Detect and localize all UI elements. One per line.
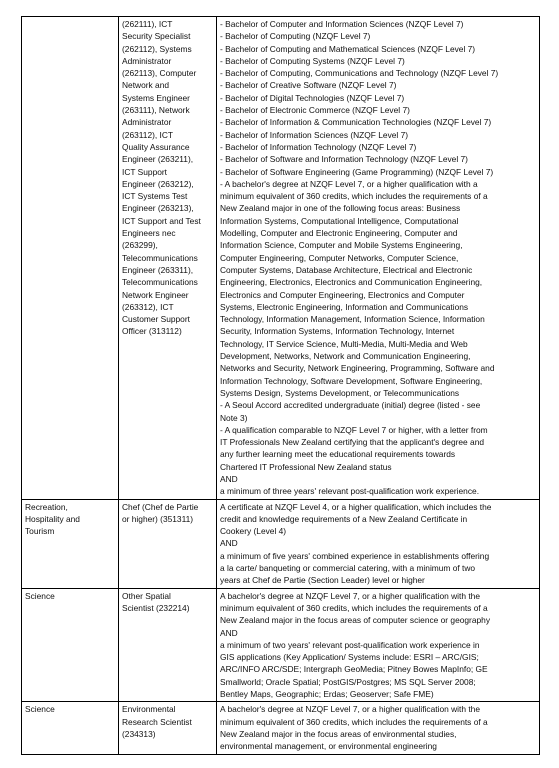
occupation-cell-line: Quality Assurance	[122, 141, 190, 152]
requirements-cell-line: Information Systems, Computational Intelligence, Computational	[220, 215, 459, 226]
occupation-cell	[119, 499, 217, 588]
requirements-cell-line: - Bachelor of Electronic Commerce (NZQF Level 7)	[220, 105, 410, 116]
requirements-cell-line: - Bachelor of Computer and Information Sciences (NZQF Level 7)	[220, 19, 464, 29]
table-row	[22, 17, 540, 500]
requirements-cell-line: Note 3)	[220, 412, 248, 423]
occupation-cell-line: Chef (Chef de Partie	[122, 501, 199, 512]
sector-cell-line: Hospitality and	[25, 513, 80, 524]
occupation-cell-line: ICT Support	[122, 166, 167, 177]
requirements-cell-line: - Bachelor of Information Technology (NZQF Level 7)	[220, 141, 417, 152]
requirements-cell-line: Systems Design, Systems Development, or Telecommunications	[220, 387, 460, 398]
occupation-cell-line: Engineer (263213),	[122, 203, 194, 214]
requirements-cell-line: Information Science, Computer and Mobile Systems Engineering,	[220, 240, 463, 251]
occupation-cell-line: Telecommunications	[122, 277, 198, 288]
table-row	[22, 499, 540, 588]
requirements-cell-line: ARC/INFO ARC/SDE; Intergraph GeoMedia; Pitney Bowes MapInfo; GE	[220, 664, 488, 675]
requirements-cell-line: a la carte/ banqueting or commercial catering, with a minimum of two	[220, 563, 476, 574]
requirements-cell-line: AND	[220, 627, 238, 638]
requirements-cell-line: Computer Systems, Database Architecture, Electrical and Electronic	[220, 264, 473, 275]
requirements-cell-line: a minimum of five years' combined experience in establishments offering	[220, 550, 490, 561]
occupation-cell-line: ICT Support and Test	[122, 215, 201, 226]
sector-cell	[22, 588, 119, 702]
occupation-cell-line: Customer Support	[122, 314, 190, 325]
requirements-cell	[217, 588, 540, 702]
occupation-cell-line: (263111), Network	[122, 105, 190, 116]
requirements-cell-line: New Zealand major in the focus areas of environmental studies,	[220, 728, 457, 739]
requirements-cell-line: Development, Networks, Network and Communication Engineering,	[220, 351, 471, 362]
occupation-cell-line: (262111), ICT	[122, 19, 173, 29]
occupation-cell-line: (263299),	[122, 240, 158, 251]
requirements-cell-line: Modelling, Computer and Electronic Engineering, Computer and	[220, 228, 458, 239]
occupation-cell-line: Officer (313112)	[122, 326, 182, 337]
occupation-cell-line: (234313)	[122, 728, 156, 739]
occupation-cell-line: Telecommunications	[122, 252, 198, 263]
occupation-cell-line: Administrator	[122, 55, 172, 66]
requirements-cell-line: Security, Information Systems, Information Technology, Internet	[220, 326, 455, 337]
requirements-cell-line: credit and knowledge requirements of a New Zealand Certificate in	[220, 513, 468, 524]
requirements-cell-line: Engineering, Electronics, Electronics and Communication Engineering,	[220, 277, 483, 288]
requirements-cell-line: AND	[220, 473, 238, 484]
requirements-table	[21, 16, 540, 755]
requirements-cell-line: New Zealand major in one of the following focus areas: Business	[220, 203, 461, 214]
occupation-cell-line: Administrator	[122, 117, 172, 128]
requirements-cell-line: AND	[220, 538, 238, 549]
requirements-cell-line: - Bachelor of Software Engineering (Game Programming) (NZQF Level 7)	[220, 166, 494, 177]
sector-cell-line: Science	[25, 704, 55, 715]
sector-cell	[22, 17, 119, 500]
requirements-cell-line: Systems, Electronic Engineering, Information and Communications	[220, 301, 469, 312]
requirements-cell-line: Electronics and Computer Engineering, Electronics and Computer	[220, 289, 465, 300]
requirements-cell	[217, 702, 540, 754]
requirements-cell-line: Technology, Information Management, Information Science, Information	[220, 314, 485, 325]
requirements-cell-line: A bachelor's degree at NZQF Level 7, or a higher qualification with the	[220, 704, 480, 715]
occupation-cell-line: Network and	[122, 80, 170, 91]
requirements-cell-line: Smallworld; Oracle Spatial; PostGIS/Postgres; MS SQL Server 2008;	[220, 676, 476, 687]
sector-cell-line: Science	[25, 590, 55, 601]
requirements-cell-line: - Bachelor of Computing (NZQF Level 7)	[220, 31, 371, 42]
requirements-cell-line: any further learning meet the educational requirements towards	[220, 449, 456, 460]
requirements-cell-line: - Bachelor of Computing and Mathematical Sciences (NZQF Level 7)	[220, 43, 476, 54]
requirements-cell-line: - A bachelor's degree at NZQF Level 7, or a higher qualification with a	[220, 178, 478, 189]
table-row	[22, 702, 540, 754]
requirements-cell-line: - Bachelor of Software and Information Technology (NZQF Level 7)	[220, 154, 468, 165]
requirements-cell-line: A bachelor's degree at NZQF Level 7, or a higher qualification with the	[220, 590, 480, 601]
requirements-cell-line: GIS applications (Key Application/ Systems include: ESRI – ARC/GIS;	[220, 652, 479, 663]
requirements-cell-line: Technology, IT Service Science, Multi-Media, Multi-Media and Web	[220, 338, 468, 349]
occupation-cell-line: Engineers nec	[122, 228, 176, 239]
occupation-cell-line: Engineer (263311),	[122, 264, 194, 275]
occupation-cell-line: (262113), Computer	[122, 68, 197, 79]
occupation-cell-line: (263312), ICT	[122, 301, 174, 312]
occupation-cell	[119, 588, 217, 702]
requirements-cell-line: a minimum of three years' relevant post-qualification work experience.	[220, 486, 480, 497]
requirements-cell-line: - Bachelor of Computing, Communications and Technology (NZQF Level 7)	[220, 68, 499, 79]
table-row	[22, 588, 540, 702]
occupation-cell	[119, 17, 217, 500]
requirements-cell-line: Bentley Maps, Geographic; Erdas; Geoserver; Safe FME)	[220, 689, 434, 700]
occupation-cell-line: (262112), Systems	[122, 43, 192, 54]
requirements-cell-line: - Bachelor of Computing Systems (NZQF Level 7)	[220, 55, 405, 66]
occupation-cell-line: Network Engineer	[122, 289, 189, 300]
requirements-cell-line: - Bachelor of Information Sciences (NZQF Level 7)	[220, 129, 409, 140]
requirements-cell-line: Chartered IT Professional New Zealand status	[220, 461, 392, 472]
requirements-cell-line: minimum equivalent of 360 credits, which includes the requirements of a	[220, 602, 488, 613]
requirements-cell-line: years at Chef de Partie (Section Leader) level or higher	[220, 575, 425, 586]
occupation-cell	[119, 702, 217, 754]
occupation-cell-line: or higher) (351311)	[122, 513, 194, 524]
requirements-cell-line: - Bachelor of Digital Technologies (NZQF Level 7)	[220, 92, 405, 103]
sector-cell	[22, 499, 119, 588]
requirements-cell-line: - A qualification comparable to NZQF Level 7 or higher, with a letter from	[220, 424, 488, 435]
requirements-cell-line: A certificate at NZQF Level 4, or a higher qualification, which includes the	[220, 501, 492, 512]
requirements-cell	[217, 499, 540, 588]
requirements-cell-line: New Zealand major in the focus areas of computer science or geography	[220, 615, 491, 626]
requirements-cell-line: - Bachelor of Information & Communication Technologies (NZQF Level 7)	[220, 117, 492, 128]
occupation-cell-line: Scientist (232214)	[122, 602, 190, 613]
occupation-cell-line: Engineer (263212),	[122, 178, 194, 189]
requirements-cell-line: minimum equivalent of 360 credits, which includes the requirements of a	[220, 716, 488, 727]
occupation-cell-line: Research Scientist	[122, 716, 192, 727]
requirements-cell-line: Networks and Security, Network Engineering, Programming, Software and	[220, 363, 495, 374]
requirements-cell-line: - Bachelor of Creative Software (NZQF Level 7)	[220, 80, 397, 91]
occupation-cell-line: Environmental	[122, 704, 176, 715]
occupation-cell-line: (263112), ICT	[122, 129, 174, 140]
occupation-cell-line: ICT Systems Test	[122, 191, 188, 202]
requirements-cell-line: Computer Engineering, Computer Networks, Computer Science,	[220, 252, 459, 263]
occupation-cell-line: Engineer (263211),	[122, 154, 194, 165]
occupation-cell-line: Other Spatial	[122, 590, 171, 601]
sector-cell-line: Recreation,	[25, 501, 68, 512]
requirements-cell-line: IT Professionals New Zealand certifying that the applicant's degree and	[220, 437, 485, 448]
occupation-cell-line: Security Specialist	[122, 31, 191, 42]
requirements-cell	[217, 17, 540, 500]
requirements-cell-line: Information Technology, Software Development, Software Engineering,	[220, 375, 483, 386]
sector-cell-line: Tourism	[25, 526, 55, 537]
requirements-cell-line: minimum equivalent of 360 credits, which includes the requirements of a	[220, 191, 488, 202]
occupation-cell-line: Systems Engineer	[122, 92, 190, 103]
requirements-cell-line: - A Seoul Accord accredited undergraduate (initial) degree (listed - see	[220, 400, 481, 411]
sector-cell	[22, 702, 119, 754]
requirements-cell-line: a minimum of two years' relevant post-qualification work experience in	[220, 639, 480, 650]
requirements-cell-line: environmental management, or environmental engineering	[220, 741, 437, 752]
requirements-cell-line: Cookery (Level 4)	[220, 526, 287, 537]
